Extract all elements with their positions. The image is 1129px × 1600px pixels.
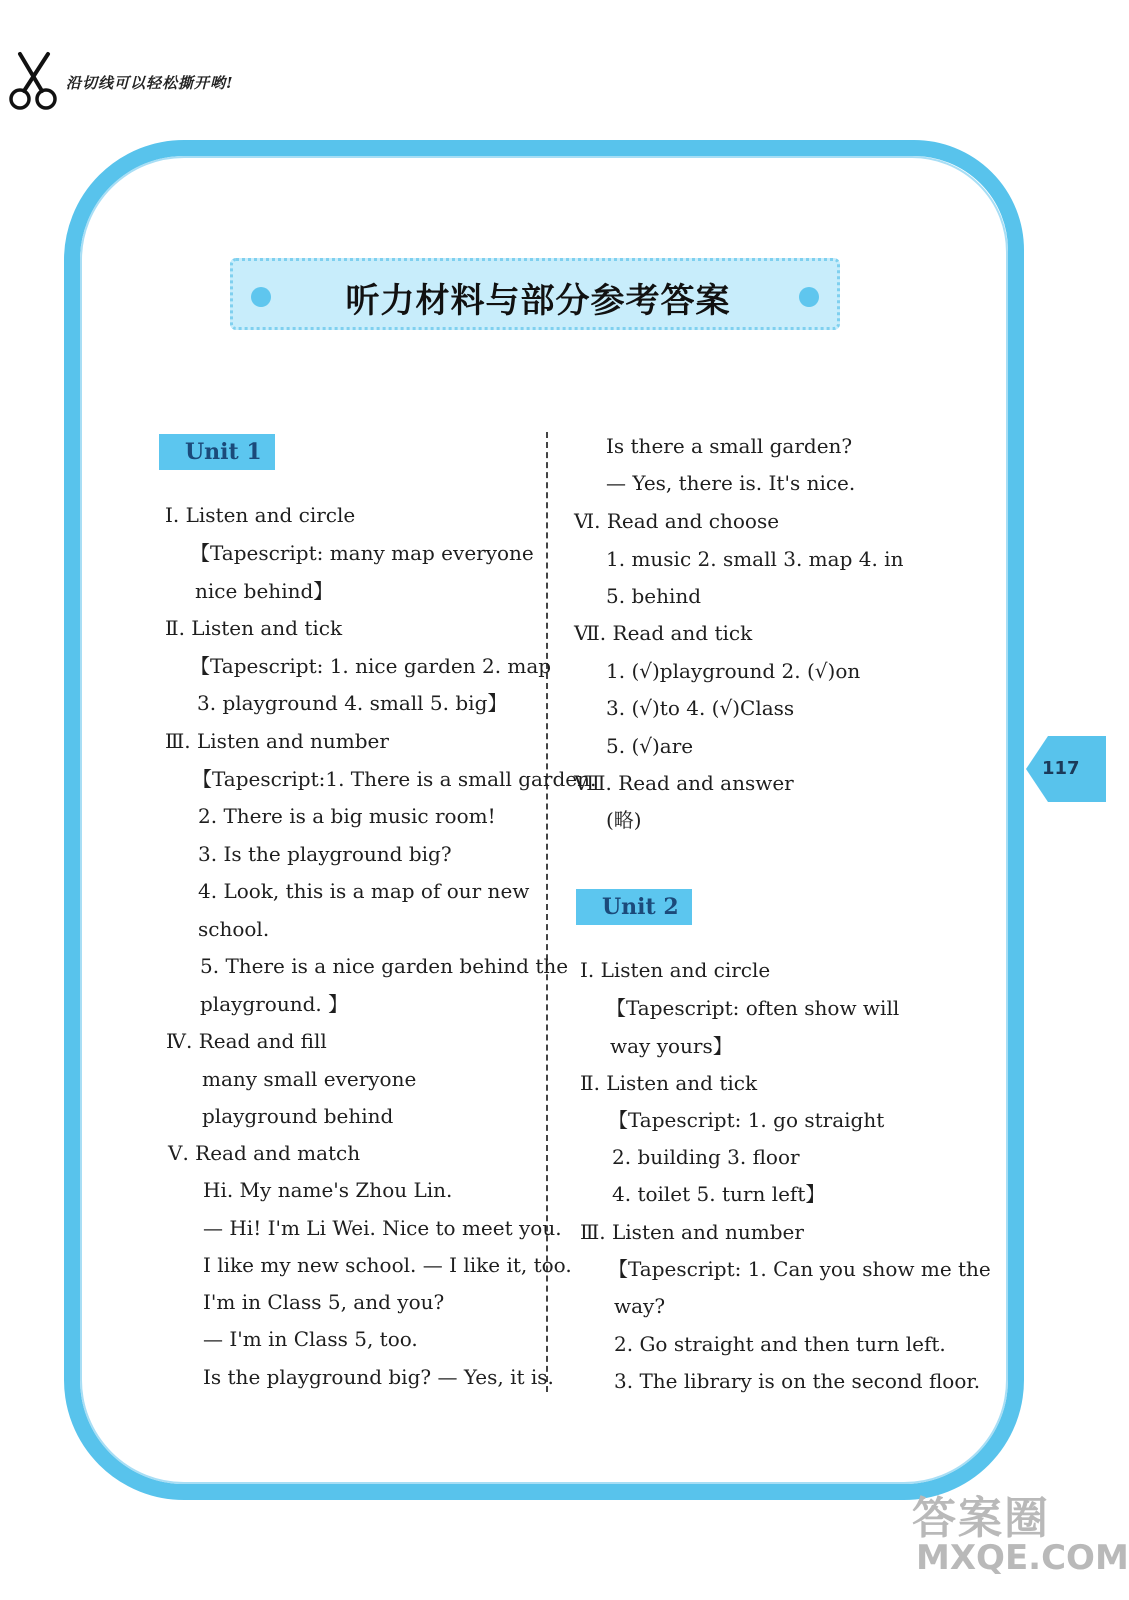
answer-line: nice behind】 bbox=[195, 579, 334, 603]
answer-line: 5. behind bbox=[606, 584, 702, 608]
answer-line: playground. 】 bbox=[200, 992, 349, 1016]
answer-line: I like my new school. — I like it, too. bbox=[203, 1253, 572, 1277]
answer-line: 【Tapescript: many map everyone bbox=[190, 541, 534, 565]
answer-line: 4. Look, this is a map of our new bbox=[198, 879, 530, 903]
answer-line: many small everyone bbox=[202, 1067, 417, 1091]
tear-line-note: 沿切线可以轻松撕开哟! bbox=[66, 74, 234, 92]
page-number: 117 bbox=[1042, 758, 1080, 779]
answer-line: Hi. My name's Zhou Lin. bbox=[203, 1178, 453, 1202]
answer-line: 5. (√)are bbox=[606, 734, 694, 758]
answer-line: 3. playground 4. small 5. big】 bbox=[197, 691, 508, 715]
section-heading: Ⅷ. Read and answer bbox=[574, 771, 794, 795]
answer-line: — Hi! I'm Li Wei. Nice to meet you. bbox=[203, 1216, 562, 1240]
answer-line: 2. Go straight and then turn left. bbox=[614, 1332, 946, 1356]
answer-line: 1. music 2. small 3. map 4. in bbox=[606, 547, 904, 571]
section-heading: Ⅵ. Read and choose bbox=[574, 509, 780, 533]
answer-line: 1. (√)playground 2. (√)on bbox=[606, 659, 861, 683]
answer-line: 【Tapescript: often show will bbox=[606, 996, 900, 1020]
answer-line: 2. There is a big music room! bbox=[198, 804, 496, 828]
watermark-logo: 答案圈 bbox=[912, 1493, 1050, 1544]
section-heading: Ⅳ. Read and fill bbox=[166, 1029, 327, 1053]
answer-line: way yours】 bbox=[610, 1034, 733, 1058]
section-heading: Ⅰ. Listen and circle bbox=[165, 503, 356, 527]
answer-line: 3. The library is on the second floor. bbox=[614, 1369, 981, 1393]
column-divider bbox=[546, 432, 548, 1392]
unit-2-badge: Unit 2 bbox=[576, 889, 692, 925]
answer-line: 3. (√)to 4. (√)Class bbox=[606, 696, 795, 720]
scissors-icon bbox=[8, 50, 60, 112]
answer-line: school. bbox=[198, 917, 270, 941]
answer-line: 5. There is a nice garden behind the bbox=[200, 954, 569, 978]
answer-line: (略) bbox=[606, 808, 642, 832]
section-heading: Ⅴ. Read and match bbox=[168, 1141, 361, 1165]
watermark-site: MXQE.COM bbox=[916, 1538, 1129, 1578]
section-heading: Ⅰ. Listen and circle bbox=[580, 958, 771, 982]
answer-line: 【Tapescript:1. There is a small garden. bbox=[192, 767, 597, 791]
section-heading: Ⅶ. Read and tick bbox=[574, 621, 753, 645]
answer-line: — Yes, there is. It's nice. bbox=[606, 471, 856, 495]
title-banner bbox=[230, 258, 840, 330]
answer-line: — I'm in Class 5, too. bbox=[203, 1327, 418, 1351]
unit-1-badge: Unit 1 bbox=[159, 434, 275, 470]
answer-line: playground behind bbox=[202, 1104, 394, 1128]
section-heading: Ⅲ. Listen and number bbox=[580, 1220, 804, 1244]
answer-line: Is there a small garden? bbox=[606, 434, 853, 458]
section-heading: Ⅲ. Listen and number bbox=[165, 729, 389, 753]
answer-line: 【Tapescript: 1. Can you show me the bbox=[608, 1257, 991, 1281]
answer-line: 【Tapescript: 1. nice garden 2. map bbox=[190, 654, 552, 678]
answer-line: 【Tapescript: 1. go straight bbox=[608, 1108, 885, 1132]
section-heading: Ⅱ. Listen and tick bbox=[165, 616, 343, 640]
page-title: 听力材料与部分参考答案 bbox=[345, 281, 731, 321]
answer-line: way? bbox=[614, 1294, 666, 1318]
answer-line: I'm in Class 5, and you? bbox=[203, 1290, 445, 1314]
section-heading: Ⅱ. Listen and tick bbox=[580, 1071, 758, 1095]
answer-line: 4. toilet 5. turn left】 bbox=[612, 1182, 826, 1206]
answer-line: Is the playground big? — Yes, it is. bbox=[203, 1365, 554, 1389]
answer-line: 3. Is the playground big? bbox=[198, 842, 452, 866]
answer-line: 2. building 3. floor bbox=[612, 1145, 800, 1169]
